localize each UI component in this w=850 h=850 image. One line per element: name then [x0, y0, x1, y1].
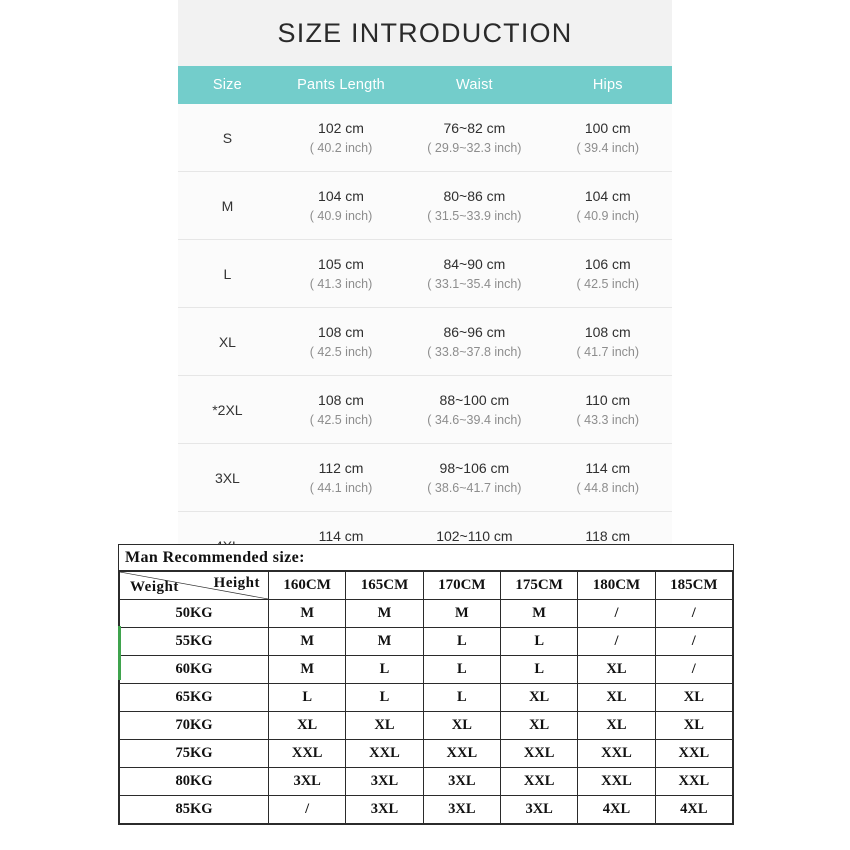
row-label-weight: 55KG: [120, 628, 269, 656]
column-header-height-165: 165CM: [346, 572, 423, 600]
column-header-size: Size: [178, 66, 277, 104]
waist-cm: 76~82 cm: [443, 119, 506, 136]
cell-size: XXL: [423, 740, 500, 768]
hips-cm: 100 cm: [584, 119, 631, 136]
length-cm: 108 cm: [318, 391, 364, 408]
hips-inch: ( 40.9 inch): [576, 208, 640, 223]
cell-size: XXL: [500, 768, 577, 796]
cell-size: L: [423, 628, 500, 656]
cell-size: /: [655, 628, 732, 656]
row-label-weight: 75KG: [120, 740, 269, 768]
cell-size: XL: [346, 712, 423, 740]
axis-corner-cell: [120, 572, 269, 600]
table-row: [120, 712, 733, 740]
size-introduction-card: [178, 0, 672, 580]
cell-length: [277, 376, 405, 444]
table-row: [120, 768, 733, 796]
cell-length: [277, 240, 405, 308]
cell-size: L: [423, 656, 500, 684]
cell-size: M: [346, 600, 423, 628]
size-label: L: [223, 265, 232, 282]
length-inch: ( 42.5 inch): [309, 344, 373, 359]
table-row: [120, 796, 733, 824]
recommended-size-body: [120, 600, 733, 824]
cell-length: [277, 308, 405, 376]
waist-cm: 98~106 cm: [439, 459, 510, 476]
cell-waist: [405, 376, 543, 444]
waist-cm: 84~90 cm: [443, 255, 506, 272]
cell-size: M: [423, 600, 500, 628]
hips-cm: 118 cm: [585, 527, 631, 544]
length-cm: 104 cm: [318, 187, 364, 204]
length-inch: ( 42.5 inch): [309, 412, 373, 427]
recommended-size-table: [119, 571, 733, 824]
cell-length: [277, 444, 405, 512]
cell-waist: [405, 444, 543, 512]
length-cm: 108 cm: [318, 323, 364, 340]
cell-waist: [405, 172, 543, 240]
cell-size: L: [346, 684, 423, 712]
hips-inch: ( 44.8 inch): [576, 480, 640, 495]
cell-size: [178, 172, 277, 240]
waist-cm: 88~100 cm: [439, 391, 510, 408]
cell-size: XXL: [346, 740, 423, 768]
row-label-weight: 60KG: [120, 656, 269, 684]
hips-cm: 114 cm: [585, 459, 631, 476]
cell-waist: [405, 104, 543, 172]
cell-size: M: [346, 628, 423, 656]
column-header-height-175: 175CM: [500, 572, 577, 600]
waist-inch: ( 34.6~39.4 inch): [427, 412, 522, 427]
waist-inch: ( 31.5~33.9 inch): [427, 208, 522, 223]
cell-size: XXL: [269, 740, 346, 768]
cell-hips: [544, 376, 672, 444]
size-label: *2XL: [212, 401, 243, 418]
table-row: [178, 104, 672, 172]
cell-size: 3XL: [269, 768, 346, 796]
waist-inch: ( 29.9~32.3 inch): [427, 140, 522, 155]
length-cm: 114 cm: [318, 527, 364, 544]
row-label-weight: 65KG: [120, 684, 269, 712]
length-inch: ( 40.2 inch): [309, 140, 373, 155]
cell-hips: [544, 308, 672, 376]
size-chart-header: [178, 66, 672, 104]
cell-length: [277, 104, 405, 172]
hips-cm: 106 cm: [584, 255, 631, 272]
cell-size: 3XL: [500, 796, 577, 824]
table-row: [120, 684, 733, 712]
row-label-weight: 70KG: [120, 712, 269, 740]
column-header-height-170: 170CM: [423, 572, 500, 600]
cell-length: [277, 172, 405, 240]
cell-size: M: [269, 600, 346, 628]
row-highlight-mark-60kg: [118, 653, 121, 680]
waist-cm: 80~86 cm: [443, 187, 506, 204]
size-label: S: [222, 129, 233, 146]
cell-size: [178, 376, 277, 444]
table-header-row: [120, 572, 733, 600]
table-row: [120, 740, 733, 768]
length-inch: ( 40.9 inch): [309, 208, 373, 223]
cell-waist: [405, 308, 543, 376]
cell-size: XXL: [578, 768, 655, 796]
cell-size: L: [500, 628, 577, 656]
row-label-weight: 85KG: [120, 796, 269, 824]
table-row: [120, 628, 733, 656]
size-label: XL: [218, 333, 236, 350]
cell-size: XL: [578, 684, 655, 712]
waist-cm: 102~110 cm: [436, 527, 513, 544]
cell-size: L: [500, 656, 577, 684]
size-chart-table: [178, 66, 672, 580]
recommended-size-title: Man Recommended size:: [119, 545, 733, 571]
table-row: [120, 656, 733, 684]
recommended-size-card: [118, 544, 734, 825]
length-cm: 102 cm: [318, 119, 364, 136]
table-row: [178, 172, 672, 240]
cell-hips: [544, 444, 672, 512]
cell-size: M: [500, 600, 577, 628]
cell-size: XXL: [578, 740, 655, 768]
table-row: [178, 308, 672, 376]
column-header-height-185: 185CM: [655, 572, 732, 600]
cell-size: XXL: [655, 740, 732, 768]
cell-size: XL: [500, 684, 577, 712]
cell-size: [178, 308, 277, 376]
cell-size: 3XL: [346, 796, 423, 824]
cell-size: 3XL: [346, 768, 423, 796]
cell-hips: [544, 172, 672, 240]
cell-size: XL: [269, 712, 346, 740]
cell-size: /: [655, 656, 732, 684]
column-header-height-160: 160CM: [269, 572, 346, 600]
column-header-height-180: 180CM: [578, 572, 655, 600]
cell-hips: [544, 240, 672, 308]
cell-size: /: [269, 796, 346, 824]
axis-label-weight: Weight: [130, 579, 179, 595]
cell-size: L: [423, 684, 500, 712]
length-cm: 105 cm: [318, 255, 364, 272]
cell-size: 3XL: [423, 796, 500, 824]
hips-cm: 108 cm: [584, 323, 631, 340]
cell-size: /: [655, 600, 732, 628]
table-row: [178, 240, 672, 308]
cell-size: XL: [578, 712, 655, 740]
hips-cm: 110 cm: [585, 391, 631, 408]
length-cm: 112 cm: [318, 459, 364, 476]
hips-inch: ( 41.7 inch): [576, 344, 640, 359]
cell-waist: [405, 240, 543, 308]
cell-size: XL: [578, 656, 655, 684]
table-header-row: [178, 66, 672, 104]
cell-size: [178, 240, 277, 308]
row-label-weight: 80KG: [120, 768, 269, 796]
cell-size: XL: [423, 712, 500, 740]
length-inch: ( 41.3 inch): [309, 276, 373, 291]
size-label: 3XL: [214, 469, 240, 486]
cell-size: L: [346, 656, 423, 684]
waist-inch: ( 33.1~35.4 inch): [427, 276, 522, 291]
cell-size: /: [578, 600, 655, 628]
hips-cm: 104 cm: [584, 187, 631, 204]
size-label: M: [221, 197, 234, 214]
cell-size: 4XL: [655, 796, 732, 824]
row-highlight-mark-55kg: [118, 626, 121, 653]
axis-label-height: Height: [213, 575, 260, 591]
cell-size: M: [269, 656, 346, 684]
row-label-weight: 50KG: [120, 600, 269, 628]
cell-size: XL: [655, 684, 732, 712]
page-title: SIZE INTRODUCTION: [178, 0, 672, 66]
recommended-size-header: [120, 572, 733, 600]
cell-size: /: [578, 628, 655, 656]
hips-inch: ( 43.3 inch): [576, 412, 640, 427]
cell-hips: [544, 104, 672, 172]
column-header-hips: Hips: [544, 66, 672, 104]
cell-size: [178, 104, 277, 172]
waist-inch: ( 33.8~37.8 inch): [427, 344, 522, 359]
cell-size: L: [269, 684, 346, 712]
cell-size: XXL: [655, 768, 732, 796]
cell-size: XL: [500, 712, 577, 740]
column-header-length: Pants Length: [277, 66, 405, 104]
hips-inch: ( 42.5 inch): [576, 276, 640, 291]
cell-size: [178, 444, 277, 512]
cell-size: XL: [655, 712, 732, 740]
cell-size: M: [269, 628, 346, 656]
column-header-waist: Waist: [405, 66, 543, 104]
table-row: [178, 444, 672, 512]
waist-inch: ( 38.6~41.7 inch): [427, 480, 522, 495]
waist-cm: 86~96 cm: [443, 323, 506, 340]
table-row: [120, 600, 733, 628]
length-inch: ( 44.1 inch): [309, 480, 373, 495]
table-row: [178, 376, 672, 444]
cell-size: 3XL: [423, 768, 500, 796]
size-chart-body: [178, 104, 672, 580]
cell-size: XXL: [500, 740, 577, 768]
cell-size: 4XL: [578, 796, 655, 824]
hips-inch: ( 39.4 inch): [576, 140, 640, 155]
